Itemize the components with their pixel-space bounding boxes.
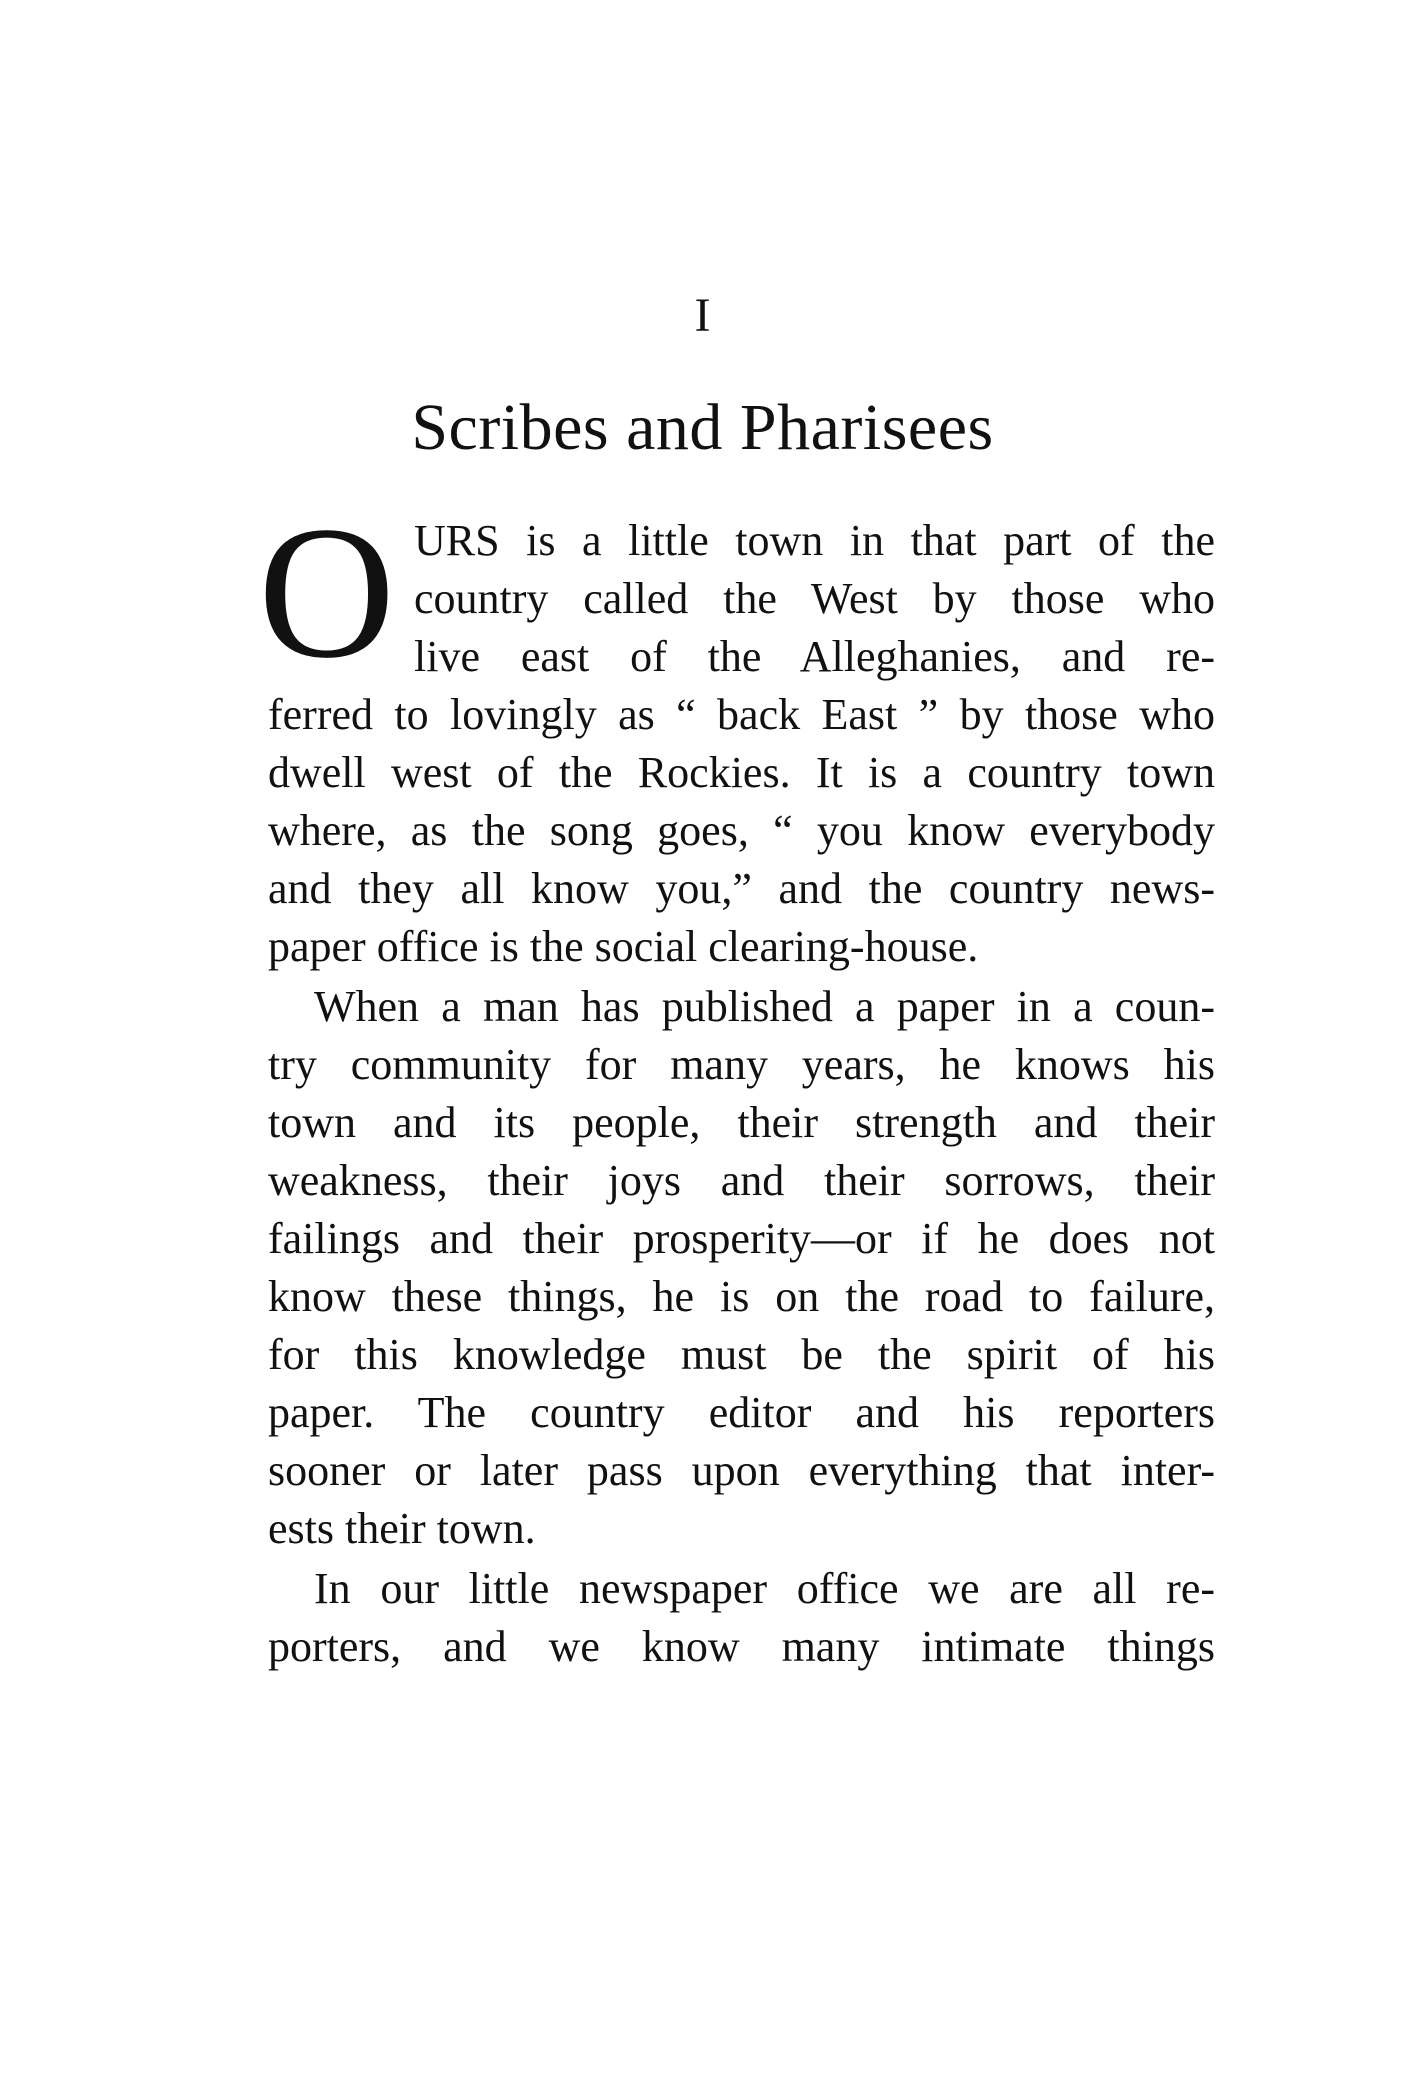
chapter-number: I [694, 289, 711, 342]
text-line: failings and their prosperity—or if he does not [268, 1214, 1215, 1263]
text-line: weakness, their joys and their sorrows, their [268, 1156, 1215, 1205]
text-line: porters, and we know many intimate things [268, 1622, 1215, 1671]
text-line: In our little newspaper office we are all re- [314, 1564, 1215, 1613]
drop-cap: O [258, 488, 396, 698]
text-line: for this knowledge must be the spirit of his [268, 1330, 1215, 1379]
text-line: paper office is the social clearing-house. [268, 922, 979, 971]
text-line: where, as the song goes, “ you know everybody [268, 806, 1215, 855]
text-line: try community for many years, he knows his [268, 1040, 1215, 1089]
text-line: paper. The country editor and his reporters [268, 1388, 1215, 1437]
text-line: ests their town. [268, 1504, 536, 1553]
text-line: sooner or later pass upon everything that inter- [268, 1446, 1215, 1495]
text-line: country called the West by those who [414, 574, 1215, 623]
text-line: ferred to lovingly as “ back East ” by those who [268, 690, 1215, 739]
text-line: URS is a little town in that part of the [414, 516, 1215, 565]
text-line: know these things, he is on the road to failure, [268, 1272, 1215, 1321]
text-line: and they all know you,” and the country news- [268, 864, 1215, 913]
chapter-title: Scribes and Pharisees [411, 391, 994, 464]
text-line: dwell west of the Rockies. It is a country town [268, 748, 1215, 797]
text-line: When a man has published a paper in a coun- [314, 982, 1215, 1031]
text-line: live east of the Alleghanies, and re- [414, 632, 1215, 681]
text-line: town and its people, their strength and their [268, 1098, 1215, 1147]
